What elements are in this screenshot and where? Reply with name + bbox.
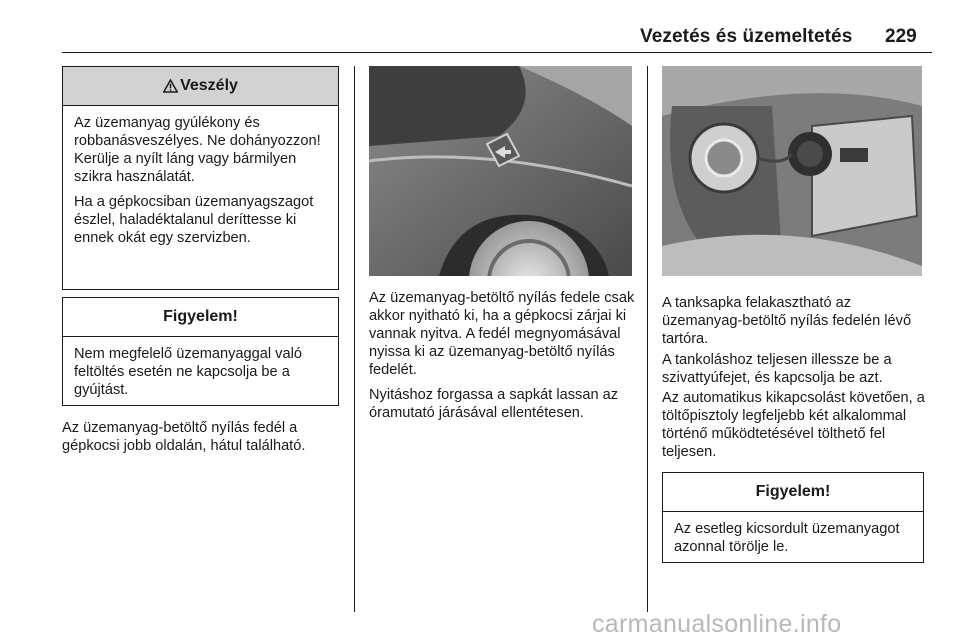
notice-box-header bbox=[63, 298, 338, 337]
body-paragraph: A tanksapka felakasztható az üzemanyag-betöltő nyílás fedelén lévő tartóra. bbox=[662, 295, 912, 347]
danger-box-header bbox=[63, 67, 338, 106]
notice-box-body bbox=[63, 337, 338, 412]
danger-paragraph: Az üzemanyag gyúlékony és robbanásveszélyes. Ne dohányozzon! Kerülje a nyílt láng vagy bármilyen szikra használatát. bbox=[74, 115, 321, 185]
notice-box bbox=[62, 297, 339, 406]
notice-box bbox=[662, 472, 924, 563]
danger-box-body bbox=[63, 106, 338, 260]
notice-box-header bbox=[663, 473, 923, 512]
warning-triangle-icon bbox=[163, 79, 178, 93]
header-rule bbox=[62, 52, 932, 53]
notice-paragraph: Nem megfelelő üzemanyaggal való feltöltés esetén ne kapcsolja be a gyújtást. bbox=[74, 346, 302, 398]
danger-paragraph: Ha a gépkocsiban üzemanyagszagot észlel, haladéktalanul deríttesse ki ennek okát egy szervizben. bbox=[74, 194, 314, 246]
body-paragraph: Nyitáshoz forgassa a sapkát lassan az óramutató járásával ellentétesen. bbox=[369, 387, 619, 421]
watermark: carmanualsonline.info bbox=[592, 610, 842, 638]
fuel-door-photo bbox=[369, 66, 632, 276]
notice-box-body bbox=[663, 512, 923, 569]
column-divider bbox=[354, 66, 355, 612]
filler-neck-illustration bbox=[662, 66, 922, 276]
body-paragraph: A tankoláshoz teljesen illessze be a szivattyúfejet, és kapcsolja be azt. bbox=[662, 352, 892, 386]
danger-box-title: Veszély bbox=[180, 77, 238, 94]
notice-box-title: Figyelem! bbox=[163, 308, 238, 325]
page-number: 229 bbox=[885, 26, 917, 47]
car-rear-illustration bbox=[369, 66, 632, 276]
body-paragraph: Az automatikus kikapcsolást követően, a töltőpisztoly legfeljebb két alkalommal történő működtetésével tölthető fel teljesen. bbox=[662, 390, 925, 460]
chapter-title: Vezetés és üzemeltetés bbox=[640, 26, 853, 47]
column-divider bbox=[647, 66, 648, 612]
fuel-cap-photo bbox=[662, 66, 922, 276]
body-paragraph: Az üzemanyag-betöltő nyílás fedél a gépkocsi jobb oldalán, hátul található. bbox=[62, 420, 306, 454]
body-paragraph: Az üzemanyag-betöltő nyílás fedele csak akkor nyitható ki, ha a gépkocsi zárjai ki vannak nyitva. A fedél megnyomásával nyissa ki az üzemanyag-betöltő nyílás fedelét. bbox=[369, 290, 635, 378]
notice-paragraph: Az esetleg kicsordult üzemanyagot azonnal törölje le. bbox=[674, 521, 900, 555]
danger-box bbox=[62, 66, 339, 290]
notice-box-title: Figyelem! bbox=[755, 483, 831, 500]
